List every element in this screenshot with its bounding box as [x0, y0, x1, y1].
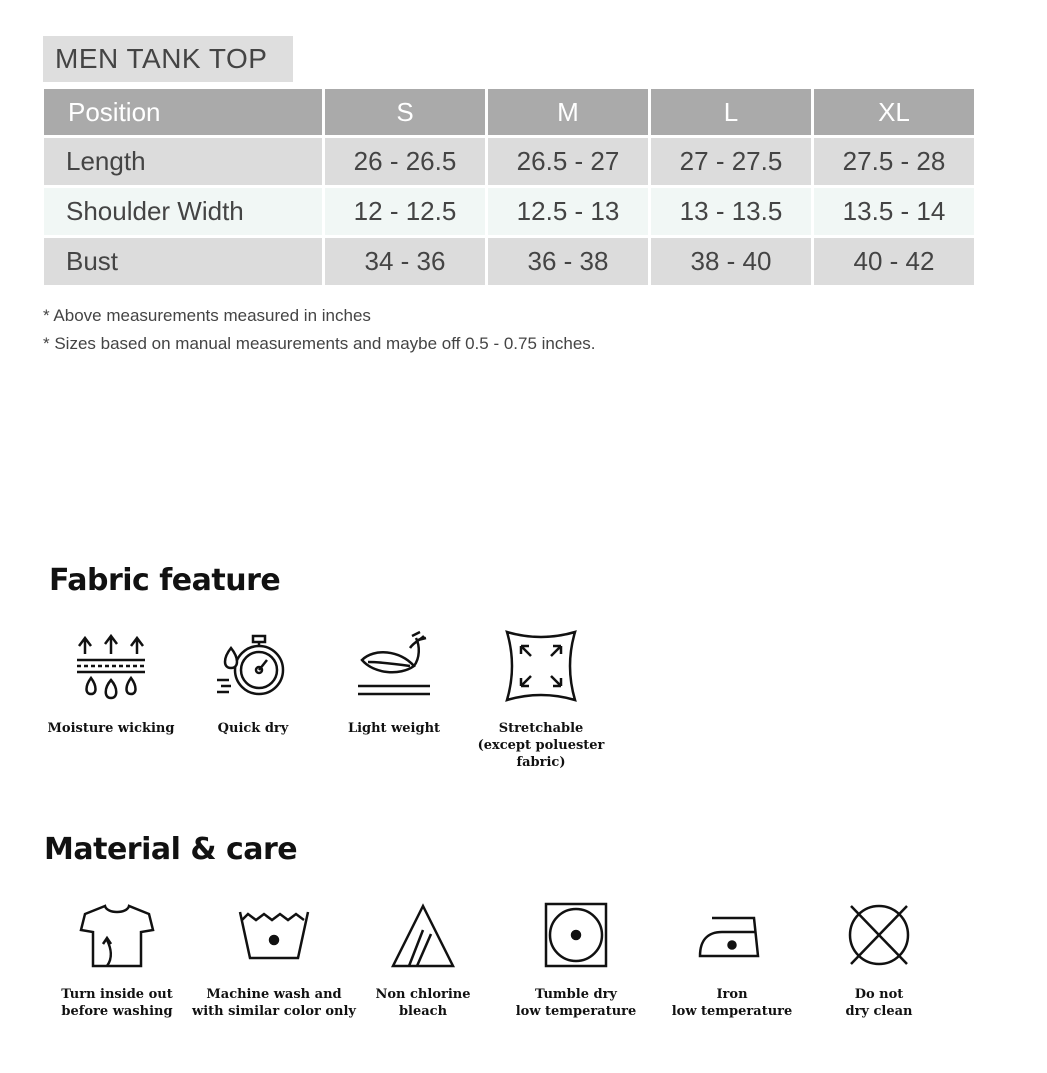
- table-cell: 12.5 - 13: [488, 188, 648, 235]
- column-header: XL: [814, 89, 974, 135]
- care-label: Do not dry clean: [845, 987, 913, 1019]
- table-cell: 13 - 13.5: [651, 188, 811, 235]
- feature-label: Stretchable (except poluester fabric): [477, 721, 605, 770]
- row-label: Shoulder Width: [44, 188, 322, 235]
- tumble-dry-icon: [536, 900, 616, 972]
- note-text: * Sizes based on manual measurements and maybe off 0.5 - 0.75 inches.: [43, 334, 596, 353]
- table-cell: 27 - 27.5: [651, 138, 811, 185]
- page-title: MEN TANK TOP: [43, 36, 293, 82]
- care-label: Turn inside out before washing: [61, 987, 173, 1019]
- do-not-dry-clean-icon: [839, 900, 919, 972]
- light-weight-icon: [354, 626, 434, 706]
- care-label: Machine wash and with similar color only: [192, 987, 356, 1019]
- measurement-notes: [43, 306, 596, 362]
- table-cell: 26 - 26.5: [325, 138, 485, 185]
- column-header: S: [325, 89, 485, 135]
- table-cell: 38 - 40: [651, 238, 811, 285]
- column-header: L: [651, 89, 811, 135]
- table-row: [44, 188, 974, 235]
- iron-low-icon: [692, 900, 772, 972]
- column-header: M: [488, 89, 648, 135]
- care-label: Non chlorine bleach: [375, 987, 471, 1019]
- table-cell: 27.5 - 28: [814, 138, 974, 185]
- turn-inside-out-icon: [77, 900, 157, 972]
- table-cell: 13.5 - 14: [814, 188, 974, 235]
- non-chlorine-bleach-icon: [383, 900, 463, 972]
- feature-stretchable: [451, 626, 631, 771]
- feature-label: Moisture wicking: [47, 721, 175, 736]
- fabric-feature-heading: Fabric feature: [49, 563, 281, 598]
- stretchable-icon: [501, 626, 581, 706]
- size-chart-table: [41, 86, 977, 288]
- table-row: [44, 238, 974, 285]
- row-label: Bust: [44, 238, 322, 285]
- moisture-wicking-icon: [71, 626, 151, 706]
- table-cell: 34 - 36: [325, 238, 485, 285]
- feature-label: Light weight: [347, 721, 441, 736]
- care-tumble-dry: [486, 900, 666, 1020]
- column-header: Position: [44, 89, 322, 135]
- care-turn-inside-out: [27, 900, 207, 1020]
- machine-wash-icon: [234, 900, 314, 972]
- table-row: [44, 138, 974, 185]
- table-cell: 40 - 42: [814, 238, 974, 285]
- table-header-row: [44, 89, 974, 135]
- row-label: Length: [44, 138, 322, 185]
- table-cell: 36 - 38: [488, 238, 648, 285]
- care-do-not-dry-clean: [789, 900, 969, 1020]
- note-text: * Above measurements measured in inches: [43, 306, 371, 325]
- table-cell: 26.5 - 27: [488, 138, 648, 185]
- care-label: Iron low temperature: [671, 987, 793, 1019]
- care-label: Tumble dry low temperature: [515, 987, 637, 1019]
- material-care-heading: Material & care: [44, 832, 298, 867]
- table-cell: 12 - 12.5: [325, 188, 485, 235]
- feature-label: Quick dry: [217, 721, 289, 736]
- quick-dry-icon: [213, 626, 293, 706]
